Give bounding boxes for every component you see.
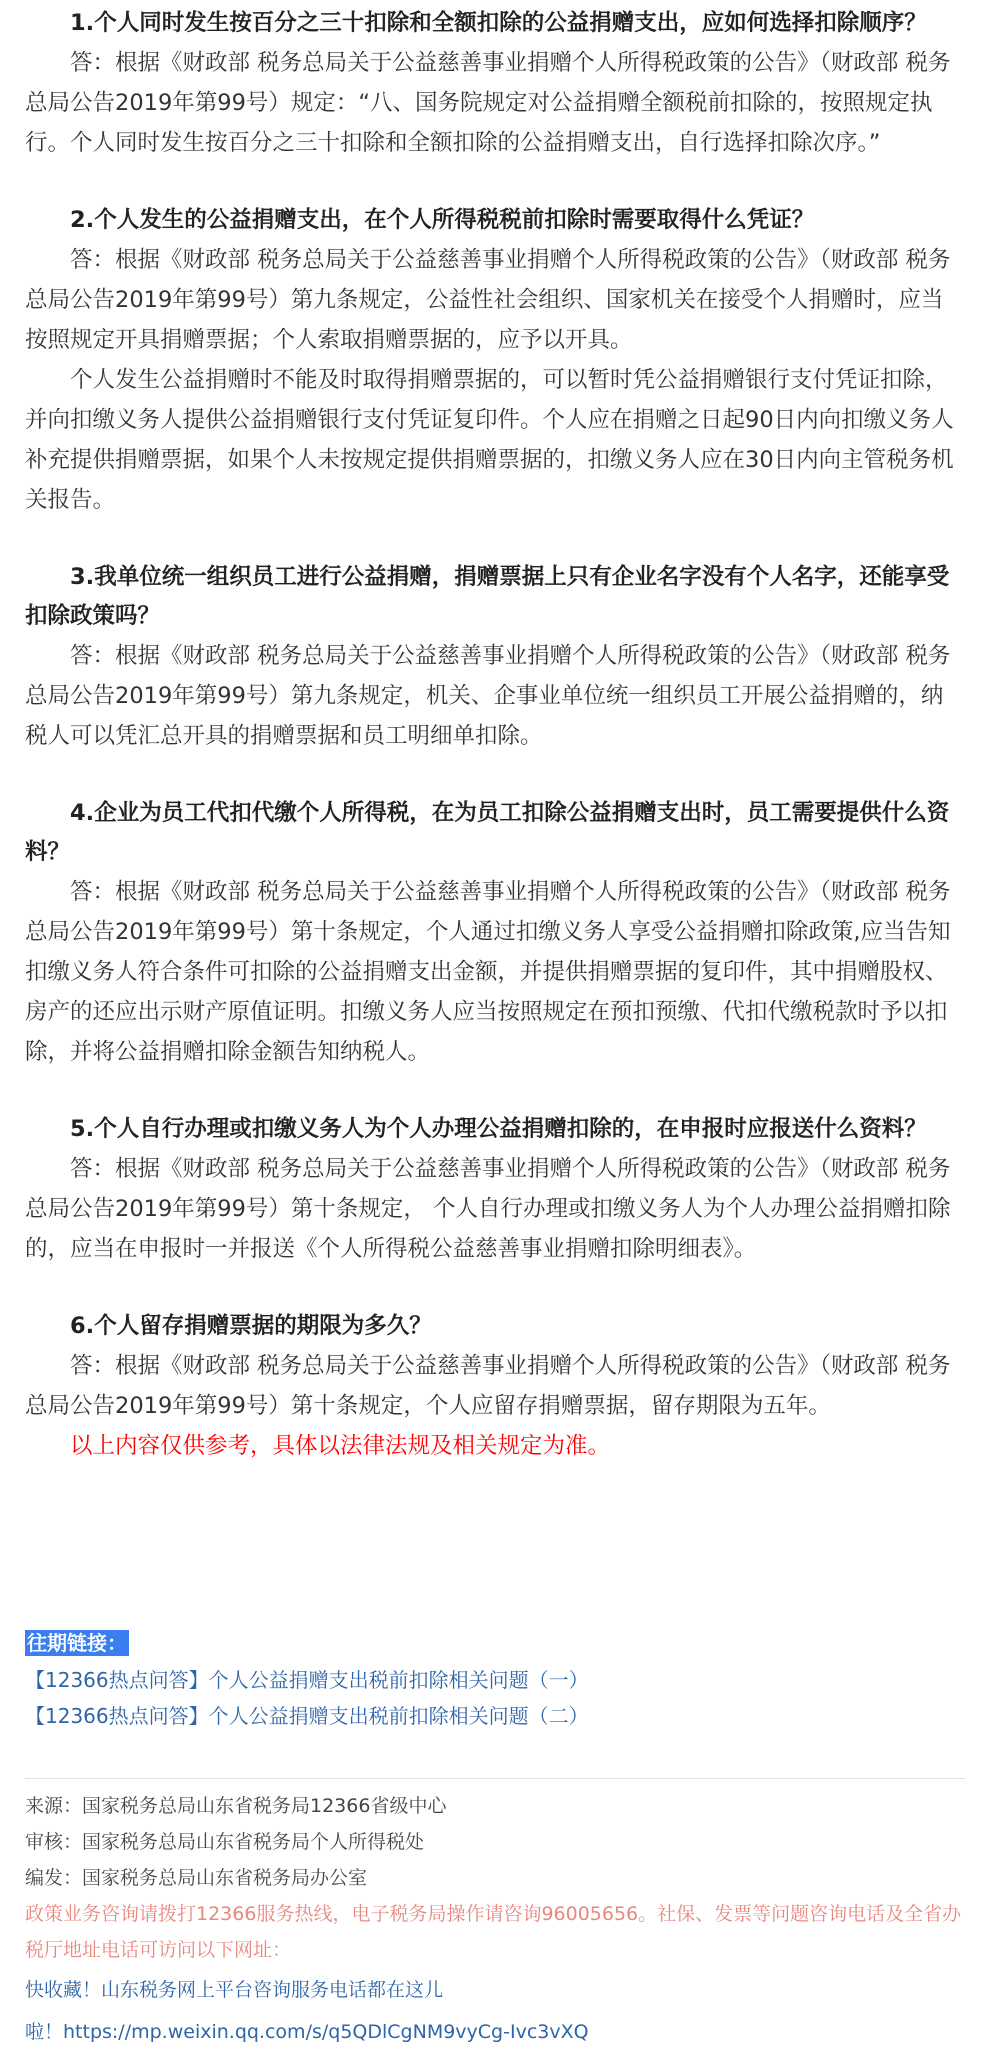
source-line: 来源：国家税务总局山东省税务局12366省级中心 — [25, 1795, 447, 1817]
answer-2-paragraph-2: 个人发生公益捐赠时不能及时取得捐赠票据的，可以暂时凭公益捐赠银行支付凭证扣除，并向扣缴义务人提供公益捐赠银行支付凭证复印件。个人应在捐赠之日起90日内向扣缴义务人补充提供捐赠票据，如果个人未按规定提供捐赠票据的，扣缴义务人应在30日内向主管税务机关报告。 — [25, 367, 954, 513]
qa-item-4 — [25, 794, 965, 1072]
past-link-1[interactable]: 【12366热点问答】个人公益捐赠支出税前扣除相关问题（一） — [25, 1668, 589, 1692]
article-footer — [25, 1788, 965, 2052]
question-6: 6.个人留存捐赠票据的期限为多久？ — [70, 1313, 432, 1339]
answer-6: 答：根据《财政部 税务总局关于公益慈善事业捐赠个人所得税政策的公告》（财政部 税务总局公告2019年第99号）第十条规定，个人应留存捐赠票据，留存期限为五年。 — [25, 1353, 951, 1419]
qa-item-5 — [25, 1110, 965, 1269]
divider — [25, 1778, 965, 1779]
qa-item-2 — [25, 201, 965, 520]
contact-link-text[interactable]: 快收藏！山东税务网上平台咨询服务电话都在这儿 — [25, 1979, 444, 2001]
qa-item-1 — [25, 4, 965, 163]
article-body — [25, 4, 965, 1466]
question-3: 3.我单位统一组织员工进行公益捐赠，捐赠票据上只有企业名字没有个人名字，还能享受扣除政策吗？ — [25, 564, 950, 629]
contact-link-url[interactable]: 啦！https://mp.weixin.qq.com/s/q5QDlCgNM9vyCg-Ivc3vXQ — [25, 2021, 589, 2043]
past-links-section — [25, 1630, 965, 1734]
hotline-notice: 政策业务咨询请拨打12366服务热线，电子税务局操作请咨询96005656。社保、发票等问题咨询电话及全省办税厅地址电话可访问以下网址： — [25, 1903, 962, 1961]
disclaimer-text: 以上内容仅供参考，具体以法律法规及相关规定为准。 — [70, 1433, 611, 1459]
question-5: 5.个人自行办理或扣缴义务人为个人办理公益捐赠扣除的，在申报时应报送什么资料？ — [70, 1116, 927, 1142]
qa-item-6 — [25, 1307, 965, 1466]
answer-4: 答：根据《财政部 税务总局关于公益慈善事业捐赠个人所得税政策的公告》（财政部 税务总局公告2019年第99号）第十条规定，个人通过扣缴义务人享受公益捐赠扣除政策,应当告知扣缴义务人符合条件可扣除的公益捐赠支出金额，并提供捐赠票据的复印件，其中捐赠股权、房产的还应出示财产原值证明。扣缴义务人应当按照规定在预扣预缴、代扣代缴税款时予以扣除，并将公益捐赠扣除金额告知纳税人。 — [25, 879, 951, 1065]
question-1: 1.个人同时发生按百分之三十扣除和全额扣除的公益捐赠支出，应如何选择扣除顺序？ — [70, 10, 927, 36]
editor-line: 编发：国家税务总局山东省税务局办公室 — [25, 1867, 368, 1889]
past-link-2[interactable]: 【12366热点问答】个人公益捐赠支出税前扣除相关问题（二） — [25, 1704, 589, 1728]
answer-5: 答：根据《财政部 税务总局关于公益慈善事业捐赠个人所得税政策的公告》（财政部 税务总局公告2019年第99号）第十条规定， 个人自行办理或扣缴义务人为个人办理公益捐赠扣除的，应当在申报时一并报送《个人所得税公益慈善事业捐赠扣除明细表》。 — [25, 1156, 951, 1262]
qa-item-3 — [25, 558, 965, 756]
answer-1: 答：根据《财政部 税务总局关于公益慈善事业捐赠个人所得税政策的公告》（财政部 税务总局公告2019年第99号）规定：“八、国务院规定对公益捐赠全额税前扣除的，按照规定执行。个人同时发生按百分之三十扣除和全额扣除的公益捐赠支出，自行选择扣除次序。” — [25, 50, 951, 156]
review-line: 审核：国家税务总局山东省税务局个人所得税处 — [25, 1831, 425, 1853]
question-2: 2.个人发生的公益捐赠支出，在个人所得税税前扣除时需要取得什么凭证？ — [70, 207, 815, 233]
past-links-title: 往期链接： — [27, 1631, 127, 1655]
answer-2: 答：根据《财政部 税务总局关于公益慈善事业捐赠个人所得税政策的公告》（财政部 税务总局公告2019年第99号）第九条规定，公益性社会组织、国家机关在接受个人捐赠时，应当按照规定开具捐赠票据；个人索取捐赠票据的，应予以开具。 — [25, 247, 951, 353]
question-4: 4.企业为员工代扣代缴个人所得税，在为员工扣除公益捐赠支出时，员工需要提供什么资料？ — [25, 800, 950, 865]
answer-3: 答：根据《财政部 税务总局关于公益慈善事业捐赠个人所得税政策的公告》（财政部 税务总局公告2019年第99号）第九条规定，机关、企事业单位统一组织员工开展公益捐赠的，纳税人可以凭汇总开具的捐赠票据和员工明细单扣除。 — [25, 643, 951, 749]
